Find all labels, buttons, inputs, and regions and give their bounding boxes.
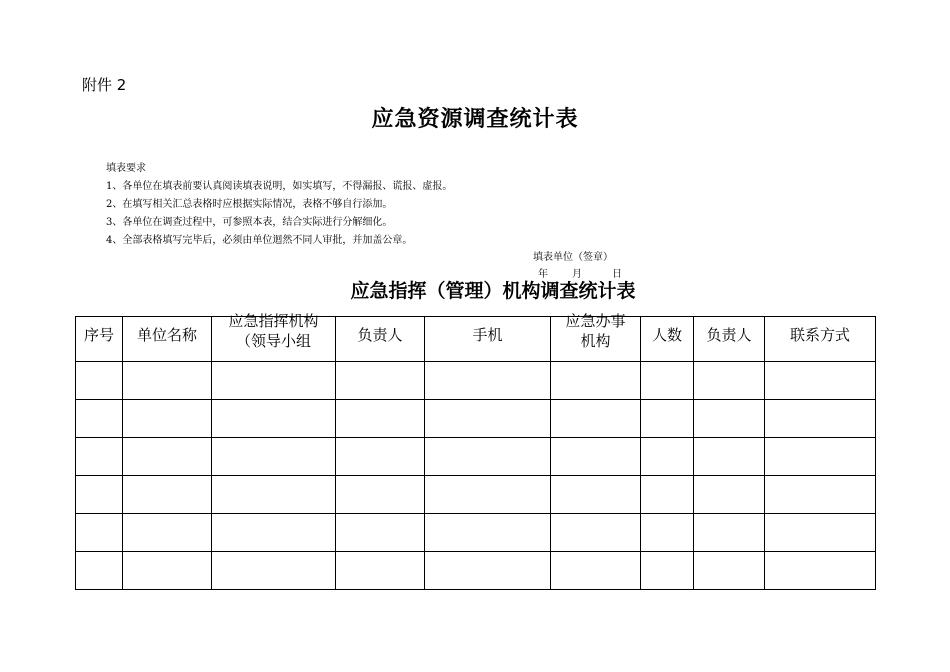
- table-cell[interactable]: [123, 400, 212, 438]
- table-cell[interactable]: [641, 362, 694, 400]
- instruction-item-2: 2、在填写相关汇总表格时应根据实际情况，表格不够自行添加。: [106, 199, 393, 210]
- table-cell[interactable]: [765, 476, 876, 514]
- table-cell[interactable]: [551, 476, 641, 514]
- table-cell[interactable]: [765, 400, 876, 438]
- table-cell[interactable]: [551, 438, 641, 476]
- table-cell[interactable]: [641, 400, 694, 438]
- table-body: [76, 362, 876, 590]
- table-cell[interactable]: [425, 476, 551, 514]
- date-day-label: 日: [612, 269, 622, 280]
- date-year-label: 年: [538, 269, 548, 280]
- table-cell[interactable]: [123, 514, 212, 552]
- table-cell[interactable]: [336, 438, 425, 476]
- instructions-heading: 填表要求: [106, 163, 146, 174]
- column-header: 应急办事 机构: [551, 317, 641, 362]
- table-cell[interactable]: [336, 514, 425, 552]
- table-cell[interactable]: [765, 552, 876, 590]
- column-header: 负责人: [336, 317, 425, 362]
- column-header: 人数: [641, 317, 694, 362]
- table-cell[interactable]: [425, 552, 551, 590]
- table-cell[interactable]: [765, 438, 876, 476]
- date-month-label: 月: [572, 269, 582, 280]
- table-title: 应急指挥（管理）机构调查统计表: [350, 280, 636, 302]
- table-cell[interactable]: [212, 438, 336, 476]
- table-cell[interactable]: [123, 438, 212, 476]
- table-cell[interactable]: [694, 514, 765, 552]
- table-cell[interactable]: [694, 362, 765, 400]
- table-cell[interactable]: [765, 514, 876, 552]
- table-cell[interactable]: [76, 438, 123, 476]
- table-cell[interactable]: [425, 400, 551, 438]
- table-cell[interactable]: [76, 362, 123, 400]
- table-row: [76, 514, 876, 552]
- table-cell[interactable]: [212, 552, 336, 590]
- table-cell[interactable]: [212, 400, 336, 438]
- table-cell[interactable]: [765, 362, 876, 400]
- table-cell[interactable]: [212, 514, 336, 552]
- attachment-label: 附件 2: [82, 76, 127, 94]
- table-row: [76, 476, 876, 514]
- table-row: [76, 552, 876, 590]
- table-row: [76, 438, 876, 476]
- table-cell[interactable]: [212, 362, 336, 400]
- table-cell[interactable]: [551, 552, 641, 590]
- table-cell[interactable]: [336, 400, 425, 438]
- column-header: 手机: [425, 317, 551, 362]
- table-cell[interactable]: [694, 552, 765, 590]
- column-header: 单位名称: [123, 317, 212, 362]
- column-header: 负责人: [694, 317, 765, 362]
- table-row: [76, 362, 876, 400]
- table-cell[interactable]: [336, 552, 425, 590]
- table-cell[interactable]: [641, 552, 694, 590]
- table-cell[interactable]: [123, 552, 212, 590]
- table-cell[interactable]: [123, 362, 212, 400]
- table-cell[interactable]: [425, 438, 551, 476]
- table-cell[interactable]: [212, 476, 336, 514]
- table-cell[interactable]: [641, 476, 694, 514]
- table-header-row: [76, 317, 876, 362]
- instructions-block: [106, 160, 452, 250]
- table-cell[interactable]: [694, 476, 765, 514]
- table-cell[interactable]: [76, 400, 123, 438]
- table-cell[interactable]: [123, 476, 212, 514]
- survey-table: [75, 312, 876, 590]
- table-cell[interactable]: [694, 438, 765, 476]
- column-header: 联系方式: [765, 317, 876, 362]
- filling-unit-label: 填表单位（签章）: [533, 252, 613, 263]
- table-cell[interactable]: [425, 514, 551, 552]
- table-cell[interactable]: [551, 514, 641, 552]
- table-cell[interactable]: [76, 552, 123, 590]
- table-row: [76, 400, 876, 438]
- table-cell[interactable]: [76, 514, 123, 552]
- table-cell[interactable]: [694, 400, 765, 438]
- table-cell[interactable]: [641, 438, 694, 476]
- table-cell[interactable]: [641, 514, 694, 552]
- table-cell[interactable]: [336, 476, 425, 514]
- instruction-item-4: 4、全部表格填写完毕后，必须由单位迴然不同人审批，并加盖公章。: [106, 235, 413, 246]
- table-cell[interactable]: [76, 476, 123, 514]
- table-cell[interactable]: [336, 362, 425, 400]
- column-header: 序号: [76, 317, 123, 362]
- instruction-item-3: 3、各单位在调查过程中，可参照本表，结合实际进行分解细化。: [106, 217, 393, 228]
- column-header: 应急指挥机构 （领导小组: [212, 317, 336, 362]
- table-cell[interactable]: [425, 362, 551, 400]
- table-cell[interactable]: [551, 362, 641, 400]
- table-cell[interactable]: [551, 400, 641, 438]
- main-title: 应急资源调查统计表: [371, 107, 579, 132]
- instruction-item-1: 1、各单位在填表前要认真阅读填表说明，如实填写，不得漏报、谎报、虚报。: [106, 181, 453, 192]
